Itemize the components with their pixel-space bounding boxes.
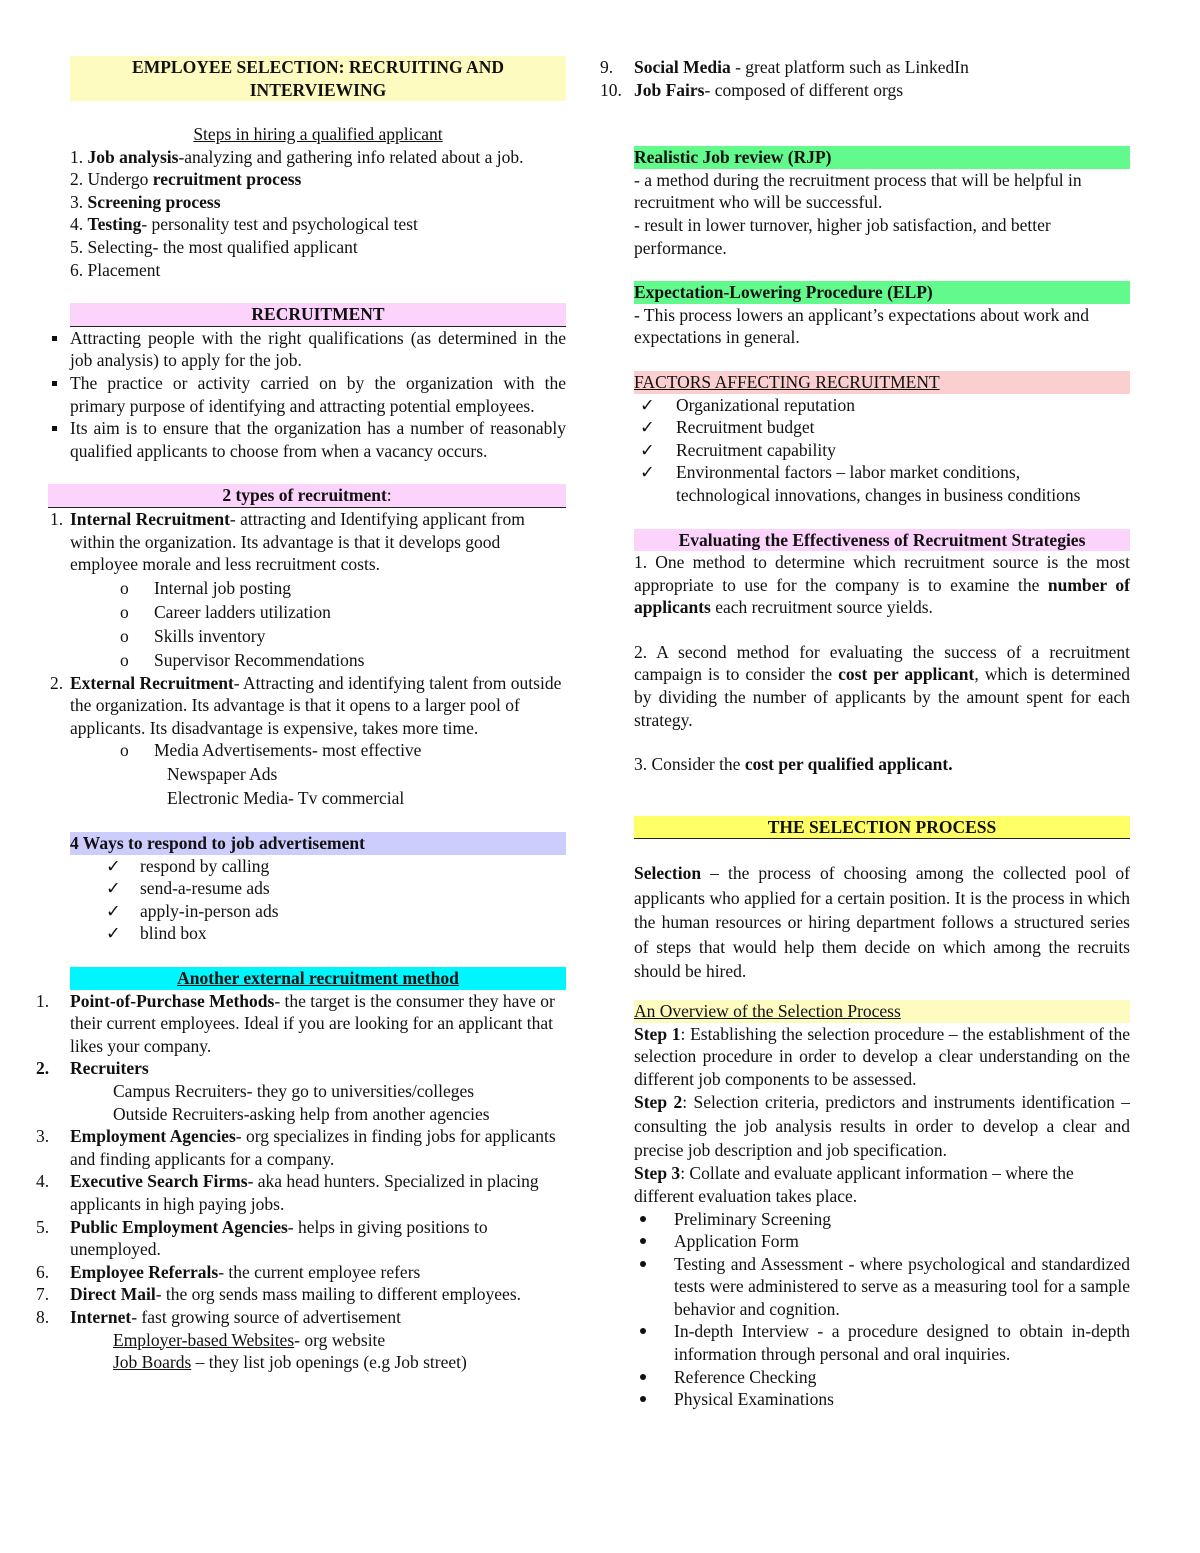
- list-number: 7.: [36, 1284, 50, 1305]
- bold-text: Screening process: [87, 191, 221, 212]
- step-1: [634, 1023, 1130, 1091]
- text: send-a-resume ads: [140, 878, 270, 899]
- bold-text: External Recruitment: [70, 672, 234, 693]
- dot-bullet-icon: [640, 1216, 646, 1222]
- right-column: [598, 56, 1130, 1411]
- bold-text: Internal Recruitment: [70, 508, 230, 529]
- bold-text: recruitment process: [152, 169, 302, 190]
- step-item: [70, 236, 566, 259]
- recruitment-bullet: [48, 417, 566, 462]
- dot-bullet-icon: [640, 1328, 646, 1334]
- text: - attracting and Identifying applicant from within the organization. Its advantage is that it develops good employee morale and less recruitment costs.: [70, 508, 525, 575]
- spacer: [48, 462, 568, 484]
- spacer: [48, 101, 568, 123]
- method-item: [36, 1261, 566, 1284]
- another-list-continued: [598, 56, 1130, 101]
- list-number: 10.: [600, 79, 622, 100]
- selection-bullet: [634, 1230, 1130, 1253]
- spacer: [48, 281, 568, 303]
- square-bullet-icon: [52, 381, 57, 386]
- spacer: [48, 945, 568, 967]
- bold-text: number of applicants: [634, 574, 1131, 618]
- check-icon: ✓: [106, 878, 121, 899]
- method-item: [598, 79, 1130, 102]
- elp-heading: [634, 281, 1130, 304]
- text: - the current employee refers: [218, 1261, 421, 1282]
- step-2: [634, 1090, 1130, 1162]
- text: Its aim is to ensure that the organization has a number of reasonably qualified applicants to choose from when a vacancy occurs.: [70, 418, 566, 461]
- text: Attracting people with the right qualifications (as determined in the job analysis) to apply for the job.: [70, 327, 566, 371]
- types-heading: [48, 484, 566, 508]
- text: - the org sends mass mailing to different employees.: [155, 1284, 522, 1305]
- list-number: 2.: [36, 1058, 50, 1079]
- method-item: [36, 1170, 566, 1215]
- spacer: [598, 776, 1130, 816]
- steps-list: [70, 146, 566, 282]
- bold-text: Point-of-Purchase Methods: [70, 990, 275, 1011]
- text: - fast growing source of advertisement: [131, 1306, 401, 1327]
- method-item: [36, 1125, 566, 1170]
- overview-heading: [634, 1000, 1130, 1023]
- text: - the target is the consumer they have or their current employees. Ideal if you are looking for an applicant that likes your company.: [70, 990, 555, 1056]
- step-item: [70, 191, 566, 214]
- ways-item: [106, 877, 568, 900]
- text: Placement: [87, 259, 161, 280]
- steps-section: [70, 123, 566, 281]
- text: Skills inventory: [154, 625, 266, 646]
- list-number: 1.: [36, 990, 50, 1011]
- list-number: 4.: [36, 1171, 50, 1192]
- text: - composed of different orgs: [704, 79, 904, 100]
- bold-text: Selection: [634, 863, 702, 884]
- text: - helps in giving positions to unemployed.: [70, 1216, 488, 1260]
- recruitment-heading: [70, 303, 566, 327]
- external-subsub-item: Newspaper Ads: [167, 764, 278, 785]
- internal-recruitment: [48, 508, 566, 576]
- document-title: [70, 56, 566, 101]
- selection-heading-text: THE SELECTION PROCESS: [767, 816, 997, 837]
- text: The practice or activity carried on by the organization with the primary purpose of identifying and attracting potential employees.: [70, 372, 566, 416]
- list-number: 2.: [50, 672, 64, 693]
- text: - personality test and psychological test: [141, 214, 418, 235]
- internet-sub-item: [48, 1329, 566, 1352]
- bold-text: Executive Search Firms: [70, 1171, 248, 1192]
- text: – the process of choosing among the collected pool of applicants who applied for a certain position. It is the process in which the human resources or hiring department follows a structured series of steps that would help them decide on which among the recruits should be hired.: [634, 863, 1130, 982]
- internal-sub-item: [48, 576, 566, 600]
- text: 1. One method to determine which recruitment source is the most appropriate to use for the company is to examine the: [634, 552, 1130, 595]
- spacer: [598, 101, 1130, 146]
- circle-bullet-icon: o: [120, 577, 129, 598]
- text: - aka head hunters. Specialized in placing applicants in high paying jobs.: [70, 1171, 539, 1214]
- bold-text: Internet: [70, 1306, 132, 1327]
- rjp-heading-text: Realistic Job review (RJP): [634, 147, 832, 168]
- step-3: [634, 1162, 1130, 1207]
- selection-bullet: [634, 1208, 1130, 1231]
- selection-bullet: [634, 1253, 1130, 1321]
- selection-bullet: [634, 1320, 1130, 1365]
- evaluating-heading-text: Evaluating the Effectiveness of Recruitment Strategies: [678, 529, 1086, 550]
- factors-heading-text: FACTORS AFFECTING RECRUITMENT: [634, 371, 940, 392]
- text: : Collate and evaluate applicant information – where the different evaluation takes place.: [634, 1163, 1074, 1206]
- bold-text: Employee Referrals: [70, 1261, 219, 1282]
- dot-bullet-icon: [640, 1238, 646, 1244]
- check-icon: ✓: [106, 923, 121, 944]
- check-icon: ✓: [640, 394, 655, 415]
- ways-item: [106, 922, 568, 945]
- step-number: 3.: [70, 191, 88, 212]
- external-sub-item: [48, 739, 566, 762]
- external-subsub-item: Electronic Media- Tv commercial: [167, 788, 405, 809]
- list-number: 8.: [36, 1306, 50, 1327]
- list-number: 1.: [50, 508, 64, 529]
- spacer: [634, 731, 1130, 753]
- evaluating-body: [634, 551, 1130, 776]
- text: Internal job posting: [154, 577, 292, 598]
- evaluating-para-2: [634, 641, 1130, 731]
- evaluating-para-1: [634, 551, 1130, 619]
- bold-text: Step 2: [634, 1092, 683, 1113]
- bold-text: Step 1: [634, 1023, 681, 1044]
- recruitment-heading-text: RECRUITMENT: [251, 304, 385, 325]
- text: , which is determined by dividing the number of applicants by the amount spent for each strategy.: [634, 664, 1130, 730]
- text: each recruitment source yields.: [710, 597, 933, 618]
- another-heading-text: Another external recruitment method: [177, 968, 459, 989]
- method-item: [36, 990, 566, 1058]
- evaluating-heading: [634, 529, 1130, 552]
- bold-text: Public Employment Agencies: [70, 1216, 288, 1237]
- text: Application Form: [674, 1231, 799, 1252]
- text: In-depth Interview - a procedure designed to obtain in-depth information through personal and oral inquiries.: [674, 1321, 1130, 1365]
- recruiter-sub-item: Outside Recruiters-asking help from another agencies: [113, 1103, 490, 1124]
- step-item: [70, 146, 566, 169]
- method-item: [598, 56, 1130, 79]
- text: : Selection criteria, predictors and instruments identification – consulting the job analysis results in order to develop a clear and precise job description and job specification.: [634, 1092, 1131, 1161]
- step-number: 4.: [70, 214, 88, 235]
- types-heading-text: 2 types of recruitment: [222, 485, 387, 506]
- dot-bullet-icon: [640, 1396, 646, 1402]
- bold-text: Employment Agencies: [70, 1126, 236, 1147]
- types-heading-colon: :: [386, 485, 392, 506]
- bold-text: Job Fairs: [634, 79, 705, 100]
- ways-heading-text: 4 Ways to respond to job advertisement: [70, 833, 365, 854]
- step-item: [70, 213, 566, 236]
- spacer: [48, 810, 568, 832]
- steps-heading: Steps in hiring a qualified applicant: [193, 124, 443, 144]
- bold-text: Recruiters: [70, 1058, 149, 1079]
- list-number: 3.: [36, 1126, 50, 1147]
- selection-bullets: [634, 1208, 1130, 1411]
- text: Preliminary Screening: [674, 1208, 831, 1229]
- elp-heading-text: Expectation-Lowering Procedure (ELP): [634, 282, 933, 303]
- dot-bullet-icon: [640, 1261, 646, 1267]
- text: – they list job openings (e.g Job street): [191, 1352, 467, 1373]
- ways-item: [106, 900, 568, 923]
- spacer: [598, 839, 1130, 861]
- text: Physical Examinations: [674, 1389, 834, 1410]
- recruitment-bullet: [48, 327, 566, 372]
- text: Media Advertisements- most effective: [154, 740, 422, 761]
- text: - org website: [294, 1329, 386, 1350]
- selection-body: [634, 861, 1130, 1410]
- bold-text: Testing: [87, 214, 142, 235]
- list-number: 5.: [36, 1216, 50, 1237]
- document-title-text: EMPLOYEE SELECTION: RECRUITING AND INTERVIEWING: [132, 57, 504, 100]
- step-item: [70, 168, 566, 191]
- spacer: [598, 349, 1130, 371]
- external-recruitment: [48, 672, 566, 740]
- internal-sub-item: [48, 624, 566, 648]
- circle-bullet-icon: o: [120, 649, 129, 670]
- text: 2. A second method for evaluating the success of a recruitment campaign is to consider the: [634, 641, 1130, 685]
- bold-text: Social Media: [634, 57, 731, 77]
- types-list: [48, 508, 566, 810]
- overview-heading-text: An Overview of the Selection Process: [634, 1000, 901, 1021]
- recruitment-bullets: [48, 327, 566, 463]
- text: blind box: [140, 923, 207, 944]
- text: : Establishing the selection procedure – the establishment of the selection procedure in order to develop a clear understanding on the different job components to be assessed.: [634, 1023, 1131, 1089]
- rjp-body: [634, 169, 1130, 259]
- text: Organizational reputation: [676, 394, 855, 415]
- factor-item: [640, 416, 1088, 439]
- internet-sub-item: [48, 1351, 566, 1374]
- factors-list: [640, 394, 1088, 507]
- step-number: 1.: [70, 146, 88, 167]
- text: Undergo: [87, 169, 153, 190]
- text: Recruitment capability: [676, 439, 836, 460]
- list-number: 6.: [36, 1261, 50, 1282]
- check-icon: ✓: [640, 439, 655, 460]
- text: respond by calling: [140, 855, 270, 876]
- bold-text: Job analysis: [87, 146, 179, 167]
- circle-bullet-icon: o: [120, 625, 129, 646]
- text: Career ladders utilization: [154, 601, 331, 622]
- text: Recruitment budget: [676, 417, 815, 438]
- selection-bullet: [634, 1366, 1130, 1389]
- selection-bullet: [634, 1388, 1130, 1411]
- ways-item: [106, 855, 568, 878]
- spacer: [598, 259, 1130, 281]
- internal-sub-item: [48, 648, 566, 672]
- step-number: 5.: [70, 236, 88, 257]
- selection-heading: [634, 816, 1130, 840]
- spacer: [634, 984, 1130, 1000]
- step-item: [70, 259, 566, 282]
- internal-sub-item: [48, 600, 566, 624]
- spacer: [634, 619, 1130, 641]
- circle-bullet-icon: o: [120, 601, 129, 622]
- another-heading: [70, 967, 566, 990]
- factors-heading: [634, 371, 1130, 394]
- text: apply-in-person ads: [140, 900, 279, 921]
- rjp-heading: [634, 146, 1130, 169]
- text: Reference Checking: [674, 1366, 817, 1387]
- method-item: [36, 1283, 566, 1306]
- underlined-text: Employer-based Websites: [113, 1329, 295, 1350]
- underlined-text: Job Boards: [113, 1352, 192, 1373]
- factor-item: [640, 439, 1088, 462]
- check-icon: ✓: [106, 900, 121, 921]
- left-column: [36, 56, 568, 1374]
- bold-text: cost per qualified applicant.: [744, 754, 953, 775]
- check-icon: ✓: [640, 417, 655, 438]
- text: - org specializes in finding jobs for applicants and finding applicants for a company.: [70, 1126, 556, 1169]
- rjp-line: - result in lower turnover, higher job satisfaction, and better performance.: [634, 214, 1051, 258]
- method-item: [36, 1216, 566, 1261]
- text: Supervisor Recommendations: [154, 649, 365, 670]
- factor-item: [640, 394, 1088, 417]
- evaluating-para-3: [634, 753, 1130, 776]
- bold-text: cost per applicant: [838, 664, 975, 685]
- text: Selecting- the most qualified applicant: [87, 236, 358, 257]
- method-item: [36, 1057, 566, 1080]
- bold-text: Step 3: [634, 1163, 681, 1184]
- another-list: [36, 990, 566, 1374]
- text: 3. Consider the: [634, 754, 745, 775]
- circle-bullet-icon: o: [120, 740, 129, 761]
- spacer: [598, 507, 1130, 529]
- text: -analyzing and gathering info related about a job.: [178, 146, 524, 167]
- text: - Attracting and identifying talent from outside the organization. Its advantage is that it opens to a larger pool of applicants. Its disadvantage is expensive, takes more time.: [70, 672, 562, 738]
- text: Environmental factors – labor market conditions, technological innovations, changes in business conditions: [676, 462, 1081, 505]
- method-item: [36, 1306, 566, 1329]
- bold-text: Direct Mail: [70, 1284, 156, 1305]
- elp-line: - This process lowers an applicant’s expectations about work and expectations in general.: [634, 304, 1090, 348]
- rjp-line: - a method during the recruitment process that will be helpful in recruitment who will be successful.: [634, 169, 1082, 213]
- ways-heading: [70, 832, 566, 855]
- square-bullet-icon: [52, 336, 57, 341]
- selection-definition: [634, 861, 1130, 984]
- ways-list: [106, 855, 568, 945]
- factor-item: [640, 461, 1088, 506]
- dot-bullet-icon: [640, 1374, 646, 1380]
- recruiter-sub-item: Campus Recruiters- they go to universities/colleges: [113, 1081, 475, 1101]
- text: Testing and Assessment - where psychological and standardized tests were administered to serve as a measuring tool for a sample behavior and cognition.: [674, 1253, 1130, 1319]
- step-number: 6.: [70, 259, 88, 280]
- recruitment-bullet: [48, 372, 566, 417]
- list-number: 9.: [600, 57, 614, 77]
- square-bullet-icon: [52, 426, 57, 431]
- elp-body: [634, 304, 1130, 349]
- step-number: 2.: [70, 169, 88, 190]
- text: - great platform such as LinkedIn: [730, 57, 969, 77]
- check-icon: ✓: [106, 855, 121, 876]
- check-icon: ✓: [640, 462, 655, 483]
